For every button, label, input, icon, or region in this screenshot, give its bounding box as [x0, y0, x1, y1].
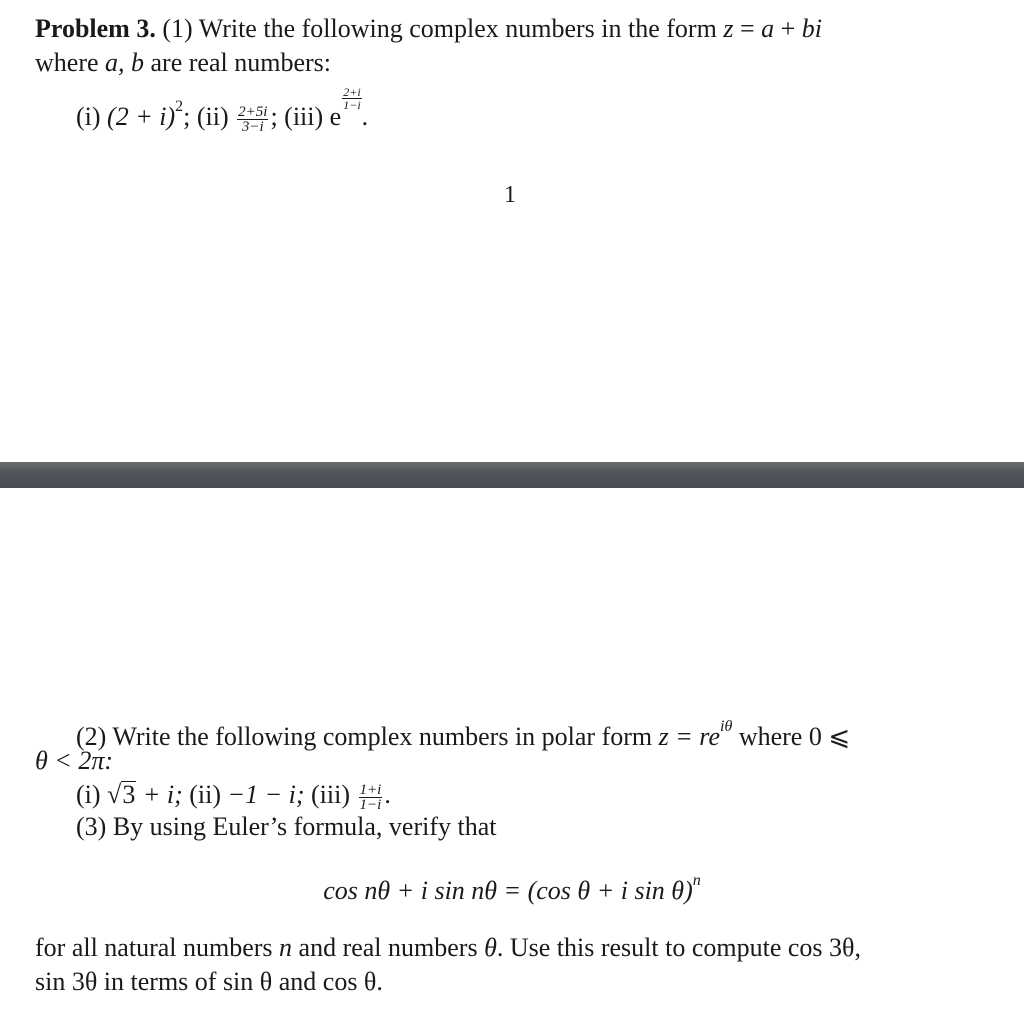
p2-item2-label: (ii): [189, 780, 222, 809]
p2-item3-num: 1+i: [359, 781, 382, 798]
item1-expr: (2 + i): [107, 102, 176, 131]
item2-label: (ii): [196, 102, 229, 131]
p2-item2-expr: −1 − i;: [227, 780, 305, 809]
real-numbers-text: are real numbers:: [150, 48, 331, 77]
p2-item3-fraction: [359, 783, 383, 812]
part1-intro: Write the following complex numbers in the form: [198, 14, 717, 43]
item2-num: 2+5i: [238, 103, 268, 120]
part3-text: By using Euler’s formula, verify that: [112, 812, 497, 841]
form-a: a: [761, 14, 775, 43]
p2-item3-den: 1−i: [359, 796, 382, 813]
p2-item3-label: (iii): [311, 780, 351, 809]
item3-exp-den: 1−i: [343, 98, 361, 112]
de-moivre-formula: [0, 872, 1024, 906]
sqrt-symbol: √3: [107, 780, 136, 809]
item3-exponent: [342, 86, 361, 111]
part1-items: (i) $(2 + i)^2$; (ii) $\frac{2+5i}{3-i}$ ; (iii) e $\frac{2+i}{1-i}$ .: [76, 85, 369, 135]
item3-label: (iii): [284, 102, 324, 131]
closing-line-1: [35, 933, 861, 963]
item3-base: e: [329, 102, 342, 131]
closing-1c: . Use this result to compute cos 3θ,: [496, 933, 861, 962]
closing-theta: θ: [484, 933, 497, 962]
part2-items: (i) √3 + i; (ii) −1 − i; (iii) $\frac{1+i}{1-i}$ .: [76, 780, 391, 813]
closing-1b: and real numbers: [298, 933, 478, 962]
form-z: z: [723, 14, 734, 43]
part2-where: where 0 ⩽: [738, 722, 851, 751]
polar-exp: iθ: [720, 718, 733, 735]
part2-label: (2): [76, 722, 107, 751]
item1-label: (i): [76, 102, 101, 131]
problem-intro-line: [35, 14, 822, 44]
problem-intro-line-2: [35, 48, 331, 78]
page-separator: [0, 462, 1024, 488]
item2-fraction: [237, 105, 268, 134]
p2-item1-label: (i): [76, 780, 101, 809]
part2-range: θ < 2π:: [35, 746, 113, 775]
p2-item1-rest: + i;: [142, 780, 183, 809]
item3-exp-num: 2+i: [343, 85, 361, 99]
closing-line-2: sin 3θ in terms of sin θ and cos θ.: [35, 967, 383, 996]
formula-exp: n: [692, 872, 701, 889]
part2-intro-line: [76, 712, 850, 752]
where-text: where: [35, 48, 99, 77]
part2-intro: Write the following complex numbers in polar form: [112, 722, 653, 751]
closing-n: n: [279, 933, 293, 962]
form-bi: bi: [801, 14, 823, 43]
item1-exp: 2: [175, 98, 184, 115]
polar-form: z = re: [658, 722, 720, 751]
formula-body: cos nθ + i sin nθ = (cos θ + i sin θ): [323, 876, 693, 905]
item2-den: 3−i: [241, 118, 264, 135]
closing-1a: for all natural numbers: [35, 933, 273, 962]
page-number: 1: [504, 182, 516, 208]
form-plus: +: [780, 14, 796, 43]
sqrt-radicand: 3: [122, 780, 136, 809]
ab-symbols: a, b: [105, 48, 145, 77]
part3-label: (3): [76, 812, 107, 841]
part1-label: (1): [162, 14, 193, 43]
part3-intro-line: [76, 812, 497, 842]
problem-heading: Problem 3.: [35, 14, 156, 43]
form-eq: =: [739, 14, 755, 43]
